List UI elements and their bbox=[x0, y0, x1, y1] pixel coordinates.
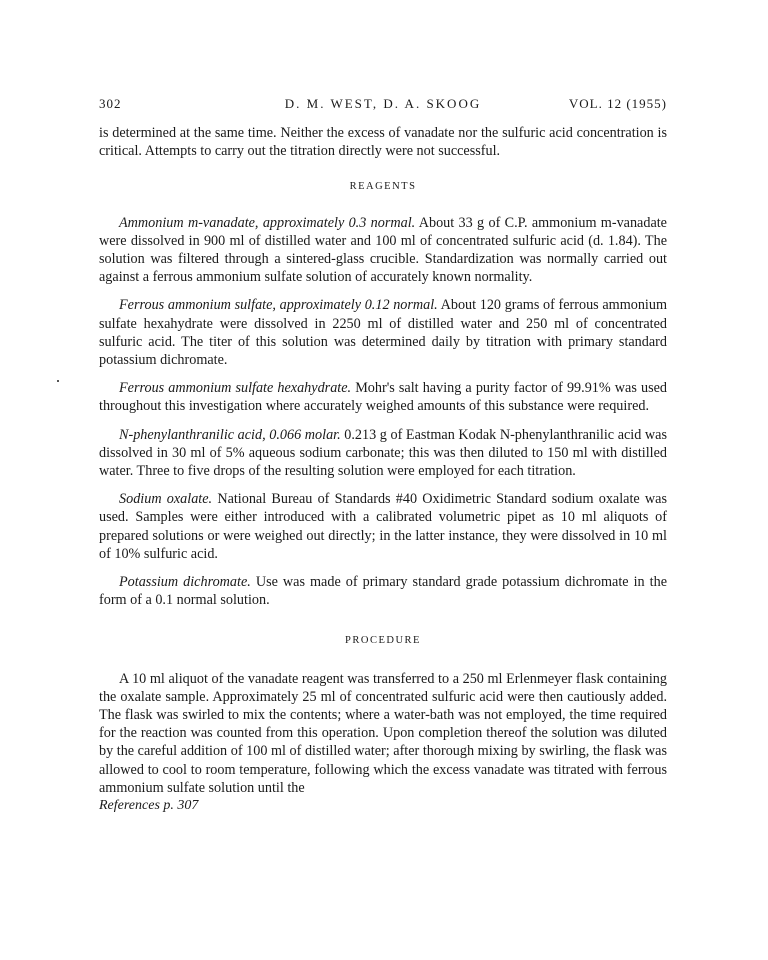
margin-mark bbox=[57, 380, 59, 382]
reagent-title: Ferrous ammonium sulfate, approximately 0.12 normal. bbox=[119, 297, 438, 314]
reagent-title: Ferrous ammonium sulfate hexahydrate. bbox=[119, 380, 352, 397]
procedure-paragraph: A 10 ml aliquot of the vanadate reagent was transferred to a 250 ml Erlenmeyer flask containing the oxalate sample. Approximately 25 ml of concentrated sulfuric acid were then cautiously added. The flask was swirled to mix the contents; where a water-bath was not employed, the time required for the reaction was counted from this operation. Upon completion thereof the solution was diluted by the careful addition of 100 ml of distilled water; after thorough mixing by swirling, the flask was allowed to cool to room temperature, following which the excess vanadate was titrated with ferrous ammonium sulfate solution until the bbox=[99, 670, 667, 796]
reagent-text: Mohr's salt having a purity factor of 99.91% was used throughout this investigation where accurately weighed amounts of this substance were required. bbox=[99, 380, 667, 415]
reagent-text: About 120 grams of ferrous ammonium sulfate hexahydrate were dissolved in 2250 ml of distilled water and 250 ml of concentrated sulfuric acid. The titer of this solution was determined daily by titration with primary standard potassium dichromate. bbox=[99, 297, 667, 369]
reagent-paragraph bbox=[99, 296, 667, 369]
procedure-heading: PROCEDURE bbox=[345, 635, 421, 647]
reagent-title: Ammonium m-vanadate, approximately 0.3 normal. bbox=[119, 214, 416, 231]
reagent-title: N-phenylanthranilic acid, 0.066 molar. bbox=[119, 426, 341, 443]
running-authors: D. M. WEST, D. A. SKOOG bbox=[284, 96, 482, 111]
reagent-title: Potassium dichromate. bbox=[119, 574, 251, 591]
reagent-paragraph bbox=[99, 573, 667, 609]
reagents-heading: REAGENTS bbox=[349, 181, 417, 193]
reagent-title: Sodium oxalate. bbox=[119, 491, 213, 508]
reagent-text: National Bureau of Standards #40 Oxidimetric Standard sodium oxalate was used. Samples were either introduced with a calibrated volumetric pipet as 10 ml aliquots of prepared solutions or were weighed out directly; in the latter instance, they were dissolved in 10 ml of 10% sulfuric acid. bbox=[99, 491, 667, 562]
references-footer: References p. 307 bbox=[99, 798, 199, 813]
reagent-text: 0.213 g of Eastman Kodak N-phenylanthranilic acid was dissolved in 30 ml of 5% aqueous sodium carbonate; this was then diluted to 150 ml with distilled water. Three to five drops of the resulting solution were employed for each titration. bbox=[99, 426, 667, 480]
reagent-paragraph bbox=[99, 490, 667, 563]
reagent-text: Use was made of primary standard grade potassium dichromate in the form of a 0.1 normal solution. bbox=[99, 574, 668, 609]
reagent-paragraph bbox=[99, 379, 667, 415]
reagent-text: About 33 g of C.P. ammonium m-vanadate were dissolved in 900 ml of distilled water and 100 ml of concentrated sulfuric acid (d. 1.84). The solution was filtered through a sintered-glass crucible. Standardization was normally carried out against a ferrous ammonium sulfate solution of accurately known normality. bbox=[99, 214, 667, 286]
volume-info: VOL. 12 (1955) bbox=[568, 96, 667, 111]
reagent-paragraph bbox=[99, 214, 667, 287]
page-number: 302 bbox=[99, 96, 122, 111]
intro-paragraph: is determined at the same time. Neither the excess of vanadate nor the sulfuric acid concentration is critical. Attempts to carry out the titration directly were not successful. bbox=[99, 125, 667, 160]
reagent-paragraph bbox=[99, 426, 667, 481]
article-body bbox=[99, 124, 667, 797]
